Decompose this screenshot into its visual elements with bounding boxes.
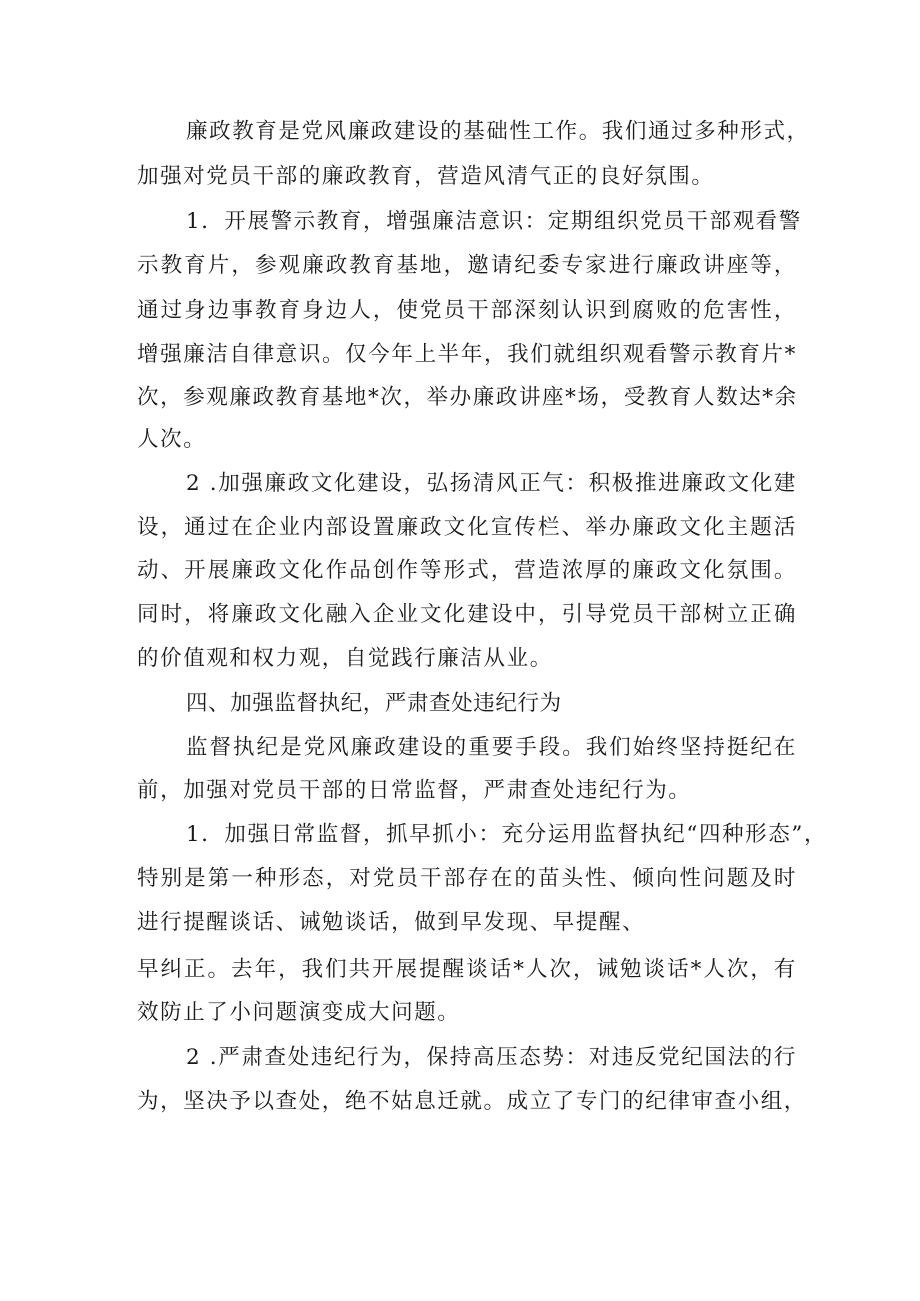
paragraph-line: 加强对党员干部的廉政教育，营造风清气正的良好氛围。	[137, 164, 715, 189]
paragraph-line: 2 .加强廉政文化建设，弘扬清风正气：积极推进廉政文化建	[186, 471, 797, 496]
paragraph-line: 特别是第一种形态，对党员干部存在的苗头性、倾向性问题及时	[137, 866, 797, 891]
paragraph-line: 1．开展警示教育，增强廉洁意识：定期组织党员干部观看警	[186, 209, 802, 234]
paragraph-line: 的价值观和权力观，自觉践行廉洁从业。	[137, 646, 553, 671]
paragraph-line: 设，通过在企业内部设置廉政文化宣传栏、举办廉政文化主题活	[137, 515, 797, 540]
paragraph-line: 动、开展廉政文化作品创作等形式，营造浓厚的廉政文化氛围。	[137, 558, 797, 583]
paragraph-line: 效防止了小问题演变成大问题。	[137, 1000, 461, 1025]
paragraph-line: 示教育片，参观廉政教育基地，邀请纪委专家进行廉政讲座等，	[137, 253, 797, 278]
paragraph-line: 增强廉洁自律意识。仅今年上半年，我们就组织观看警示教育片*	[137, 342, 797, 367]
paragraph-line: 进行提醒谈话、诫勉谈话，做到早发现、早提醒、	[137, 910, 646, 935]
paragraph-line: 人次。	[137, 427, 207, 452]
paragraph-line: 次，参观廉政教育基地*次，举办廉政讲座*场，受教育人数达*余	[137, 385, 798, 410]
section-heading: 四、加强监督执纪，严肃查处违纪行为	[186, 691, 562, 716]
paragraph-line: 早纠正。去年，我们共开展提醒谈话*人次，诫勉谈话*人次，有	[137, 957, 797, 982]
paragraph-line: 为，坚决予以查处，绝不姑息迁就。成立了专门的纪律审查小组，	[137, 1089, 807, 1114]
paragraph-line: 监督执纪是党风廉政建设的重要手段。我们始终坚持挺纪在	[186, 735, 797, 760]
paragraph-line: 前，加强对党员干部的日常监督，严肃查处违纪行为。	[137, 778, 692, 803]
paragraph-line: 廉政教育是党风廉政建设的基础性工作。我们通过多种形式，	[186, 119, 810, 144]
paragraph-line: 通过身边事教育身边人，使党员干部深刻认识到腐败的危害性，	[137, 298, 797, 323]
paragraph-line: 2 .严肃查处违纪行为，保持高压态势：对违反党纪国法的行	[186, 1045, 797, 1070]
paragraph-line: 同时，将廉政文化融入企业文化建设中，引导党员干部树立正确	[137, 602, 797, 627]
paragraph-line: 1．加强日常监督，抓早抓小：充分运用监督执纪“四种形态”，	[186, 822, 828, 847]
